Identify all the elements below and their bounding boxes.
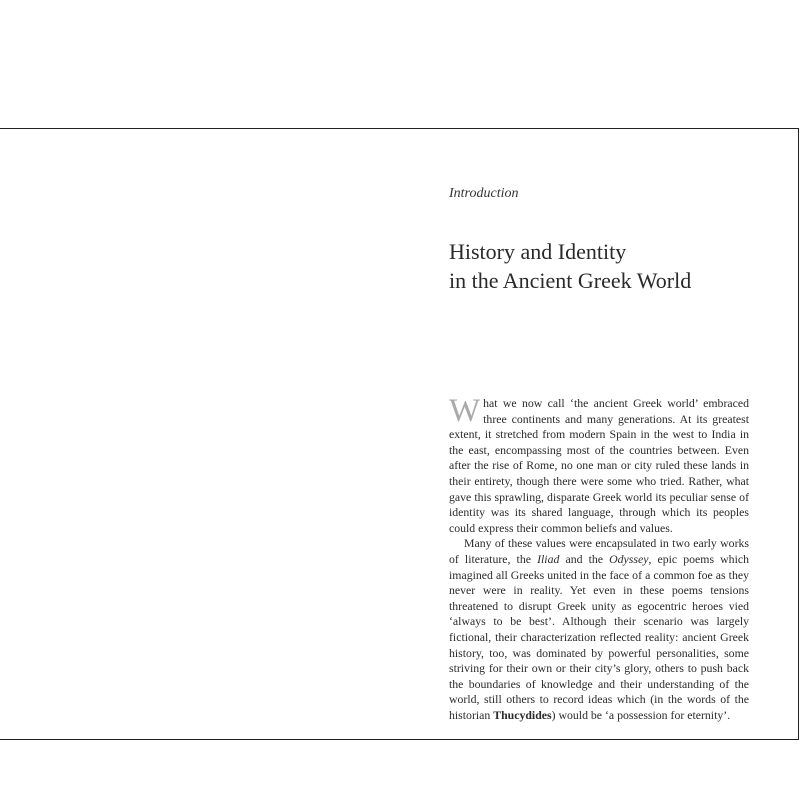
paragraph-1-text: hat we now call ‘the ancient Greek world’ embraced three continents and many generations. At its greatest extent, it stretched from modern Spain in the west to India in the east, encompassing most of the countries between. Even after the rise of Rome, no one man or city ruled these lands in their entirety, though there were some who tried. Rather, what gave this sprawling, disparate Greek world its peculiar sense of identity was its shared language, through which its peoples could express their common beliefs and values. xyxy=(449,396,749,535)
paragraph-1 xyxy=(449,393,749,536)
paragraph-2-text-d: ) would be ‘a possession for eternity’. xyxy=(551,707,731,722)
odyssey-title: Odyssey xyxy=(609,551,649,566)
paragraph-2-text-c: , epic poems which imagined all Greeks united in the face of a common foe as they never were in reality. Yet even in these poems tensions threatened to disrupt Greek unity as egocentric heroes vied ‘always to be best’. Although their scenario was largely fictional, their characterization reflected reality: ancient Greek history, too, was dominated by powerful personalities, some striving for their own or their city’s glory, others to push back the boundaries of knowledge and their understanding of the world, still others to record ideas which (in the words of the historian xyxy=(449,551,749,722)
paragraph-2-text-b: and the xyxy=(559,551,610,566)
book-spread xyxy=(0,128,799,740)
chapter-title xyxy=(449,237,749,295)
right-page xyxy=(449,129,749,739)
paragraph-2 xyxy=(449,536,749,723)
thucydides-name: Thucydides xyxy=(493,707,552,722)
drop-cap: W xyxy=(449,393,481,429)
chapter-title-line-2: in the Ancient Greek World xyxy=(449,268,692,293)
section-label: Introduction xyxy=(449,186,519,201)
iliad-title: Iliad xyxy=(537,551,560,566)
chapter-title-line-1: History and Identity xyxy=(449,239,627,264)
paragraph-2-text-a: Many of these values were encapsulated in two early works of literature, the xyxy=(449,536,749,566)
body-text xyxy=(449,393,749,723)
